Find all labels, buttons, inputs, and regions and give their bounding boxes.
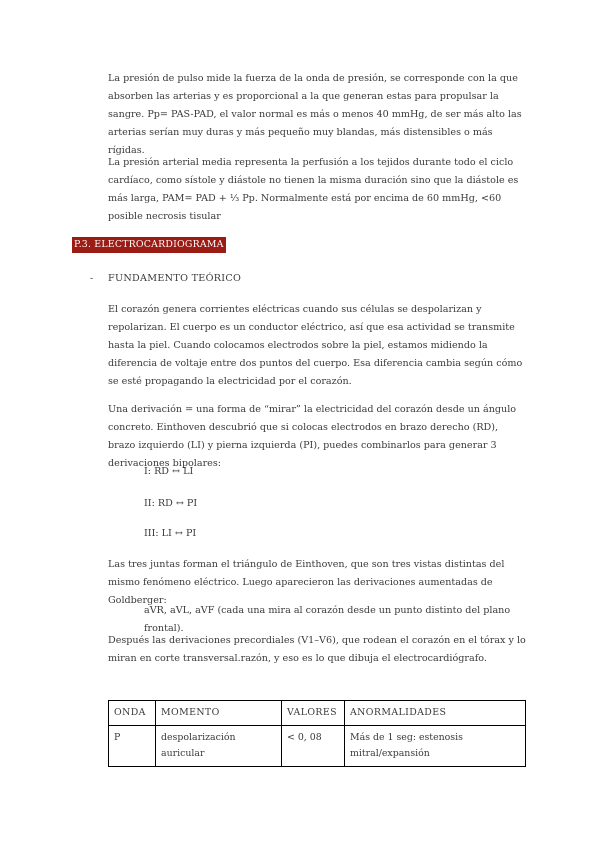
- table-header-row: [109, 701, 526, 726]
- cell-onda: P: [109, 726, 156, 767]
- subsection-title: FUNDAMENTO TEÓRICO: [108, 273, 242, 284]
- header-valores: VALORES: [282, 701, 345, 726]
- cell-momento: despolarización auricular: [156, 726, 282, 767]
- lead-iii: III: LI ↔ PI: [144, 528, 197, 539]
- lead-i: I: RD ↔ LI: [144, 466, 194, 477]
- header-onda: ONDA: [109, 701, 156, 726]
- section-heading: P.3. ELECTROCARDIOGRAMA: [72, 237, 226, 253]
- bullet-marker: -: [90, 273, 94, 284]
- mean-pressure-paragraph: La presión arterial media representa la perfusión a los tejidos durante todo el ciclo cardíaco, como sístole y diástole no tienen la misma duración sino que la diástole es más larga, PAM= PAD + ⅓ Pp. Normalmente está por encima de 60 mmHg, <60 posible necrosis tisular: [108, 157, 519, 222]
- header-anormalidades: ANORMALIDADES: [345, 701, 526, 726]
- precordial-paragraph: Después las derivaciones precordiales (V1–V6), que rodean el corazón en el tórax y lo miran en corte transversal.razón, y eso es lo que dibuja el electrocardiógrafo.: [108, 635, 526, 664]
- header-momento: MOMENTO: [156, 701, 282, 726]
- cell-valores: < 0, 08: [282, 726, 345, 767]
- einthoven-paragraph: Las tres juntas forman el triángulo de Einthoven, que son tres vistas distintas del mismo fenómeno eléctrico. Luego aparecieron las derivaciones aumentadas de Goldberger:: [108, 559, 505, 606]
- ecg-waves-table: [108, 700, 526, 767]
- table-row: [109, 726, 526, 767]
- lead-ii: II: RD ↔ PI: [144, 498, 198, 509]
- derivation-paragraph: Una derivación = una forma de “mirar” la electricidad del corazón desde un ángulo concreto. Einthoven descubrió que si colocas electrodos en brazo derecho (RD), brazo izquierdo (LI) y pierna izquierda (PI), puedes combinarlos para generar 3 derivaciones bipolares:: [108, 404, 517, 469]
- pulse-pressure-paragraph: La presión de pulso mide la fuerza de la onda de presión, se corresponde con la que absorben las arterias y es proporcional a la que generan estas para propulsar la sangre. Pp= PAS-PAD, el valor normal es más o menos 40 mmHg, de ser más alto las arterias serían muy duras y más pequeño muy blandas, más distensibles o más rígidas.: [108, 73, 522, 156]
- intro-paragraph: El corazón genera corrientes eléctricas cuando sus células se despolarizan y repolarizan. El cuerpo es un conductor eléctrico, así que esa actividad se transmite hasta la piel. Cuando colocamos electrodos sobre la piel, estamos midiendo la diferencia de voltaje entre dos puntos del cuerpo. Esa diferencia cambia según cómo se esté propagando la electricidad por el corazón.: [108, 304, 523, 387]
- augmented-leads-paragraph: aVR, aVL, aVF (cada una mira al corazón desde un punto distinto del plano frontal).: [144, 605, 511, 634]
- cell-anormalidades: Más de 1 seg: estenosis mitral/expansión: [345, 726, 526, 767]
